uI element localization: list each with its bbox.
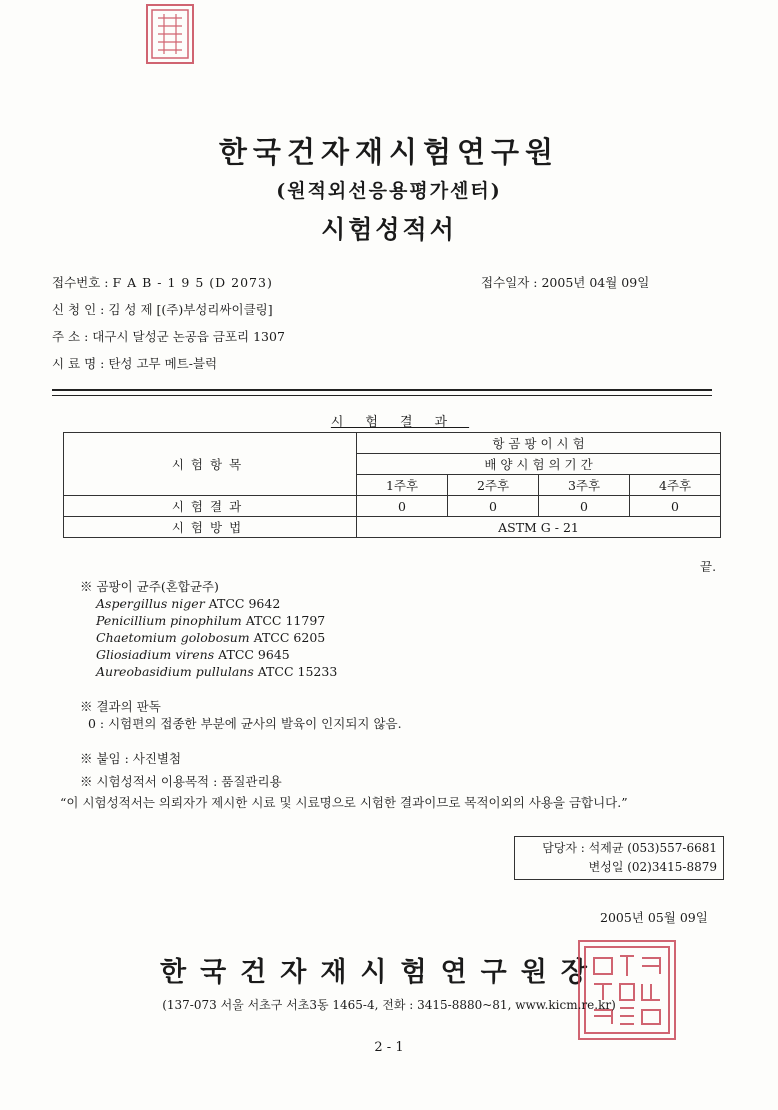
receipt-number-value: F A B - 1 9 5 (D 2073) <box>112 275 273 290</box>
end-mark: 끝. <box>700 559 717 574</box>
strain-code: ATCC 9642 <box>208 596 281 611</box>
list-item <box>96 629 337 646</box>
seal-icon <box>150 8 190 60</box>
results-section-title-text: 시험결과 <box>330 415 470 430</box>
divider-line <box>52 389 712 396</box>
result-value-cell: 0 <box>357 496 448 517</box>
week-header-cell: 1주후 <box>357 475 448 496</box>
strain-code: ATCC 11797 <box>245 613 326 628</box>
result-value-cell: 0 <box>539 496 630 517</box>
sample-value: 탄성 고무 메트-블럭 <box>108 356 218 371</box>
sample-name <box>52 354 217 372</box>
receipt-number-label: 접수번호 : <box>52 275 109 290</box>
strain-name: Gliosiadium virens <box>96 647 215 662</box>
week-header-cell: 3주후 <box>539 475 630 496</box>
applicant-label: 신 청 인 : <box>52 302 105 317</box>
issue-date: 2005년 05월 09일 <box>600 910 708 925</box>
table-row <box>64 433 721 454</box>
seal-icon <box>582 944 672 1036</box>
week-header-cell: 2주후 <box>448 475 539 496</box>
list-item <box>96 663 337 680</box>
receipt-date-label: 접수일자 : <box>481 275 538 290</box>
strain-code: ATCC 15233 <box>257 664 338 679</box>
contact-line-2: 변성일 (02)3415-8879 <box>588 860 717 874</box>
strain-name: Aureobasidium pullulans <box>96 664 254 679</box>
list-item <box>96 612 337 629</box>
table-row <box>64 517 721 538</box>
list-item <box>96 646 337 663</box>
table-row <box>64 496 721 517</box>
document-title: 시험성적서 <box>321 215 457 244</box>
institute-title: 한국건자재시험연구원 <box>218 135 560 169</box>
center-subtitle: (원적외선응용평가센터) <box>276 180 502 202</box>
strain-code: ATCC 6205 <box>253 630 326 645</box>
test-name-cell: 항 곰 팡 이 시 험 <box>357 433 721 454</box>
disclaimer: “이 시험성적서는 의뢰자가 제시한 시료 및 시료명으로 시험한 결과이므로 목적이외의 사용을 금합니다.” <box>60 795 628 810</box>
judgement-block <box>80 698 402 732</box>
method-value-cell: ASTM G - 21 <box>357 517 721 538</box>
receipt-number <box>52 273 273 291</box>
strain-code: ATCC 9645 <box>218 647 290 662</box>
attachment-note: ※ 붙임 : 사진별첨 <box>80 751 182 766</box>
strains-title: ※ 곰팡이 균주(혼합균주) <box>80 579 219 594</box>
period-header-cell: 배 양 시 험 의 기 간 <box>357 454 721 475</box>
strain-name: Aspergillus niger <box>96 596 205 611</box>
strain-name: Chaetomium golobosum <box>96 630 250 645</box>
applicant <box>52 300 273 318</box>
judgement-text: 0 : 시험편의 접종한 부분에 균사의 발육이 인지되지 않음. <box>88 716 402 731</box>
address-value: 대구시 달성군 논공읍 금포리 1307 <box>92 329 285 344</box>
address-label: 주 소 : <box>52 329 89 344</box>
judgement-title: ※ 결과의 판독 <box>80 699 161 714</box>
signatory-title: 한국건자재시험연구원장 <box>160 957 601 988</box>
contact-line-1: 담당자 : 석제균 (053)557-6681 <box>542 841 717 855</box>
official-seal-stamp <box>578 940 676 1040</box>
result-value-cell: 0 <box>630 496 721 517</box>
item-header-cell: 시험항목 <box>64 433 357 496</box>
purpose-note: ※ 시험성적서 이용목적 : 품질관리용 <box>80 774 282 789</box>
sample-label: 시 료 명 : <box>52 356 105 371</box>
result-value-cell: 0 <box>448 496 539 517</box>
strains-block <box>80 578 337 680</box>
method-label-cell: 시험방법 <box>64 517 357 538</box>
result-label-cell: 시험결과 <box>64 496 357 517</box>
receipt-date-value: 2005년 04월 09일 <box>541 275 650 290</box>
strain-name: Penicillium pinophilum <box>96 613 242 628</box>
footer-address: (137-073 서울 서초구 서초3동 1465-4, 전화 : 3415-8880~81, www.kicm.re.kr) <box>162 998 616 1012</box>
results-section-title <box>0 411 778 430</box>
contact-box <box>514 836 724 880</box>
week-header-cell: 4주후 <box>630 475 721 496</box>
list-item <box>96 595 337 612</box>
results-table <box>63 432 721 538</box>
applicant-value: 김 성 제 [(주)부성리싸이클링] <box>108 302 273 317</box>
address <box>52 327 285 345</box>
receipt-date <box>481 273 649 291</box>
top-seal-stamp <box>146 4 194 64</box>
page-number: 2 - 1 <box>374 1040 404 1055</box>
